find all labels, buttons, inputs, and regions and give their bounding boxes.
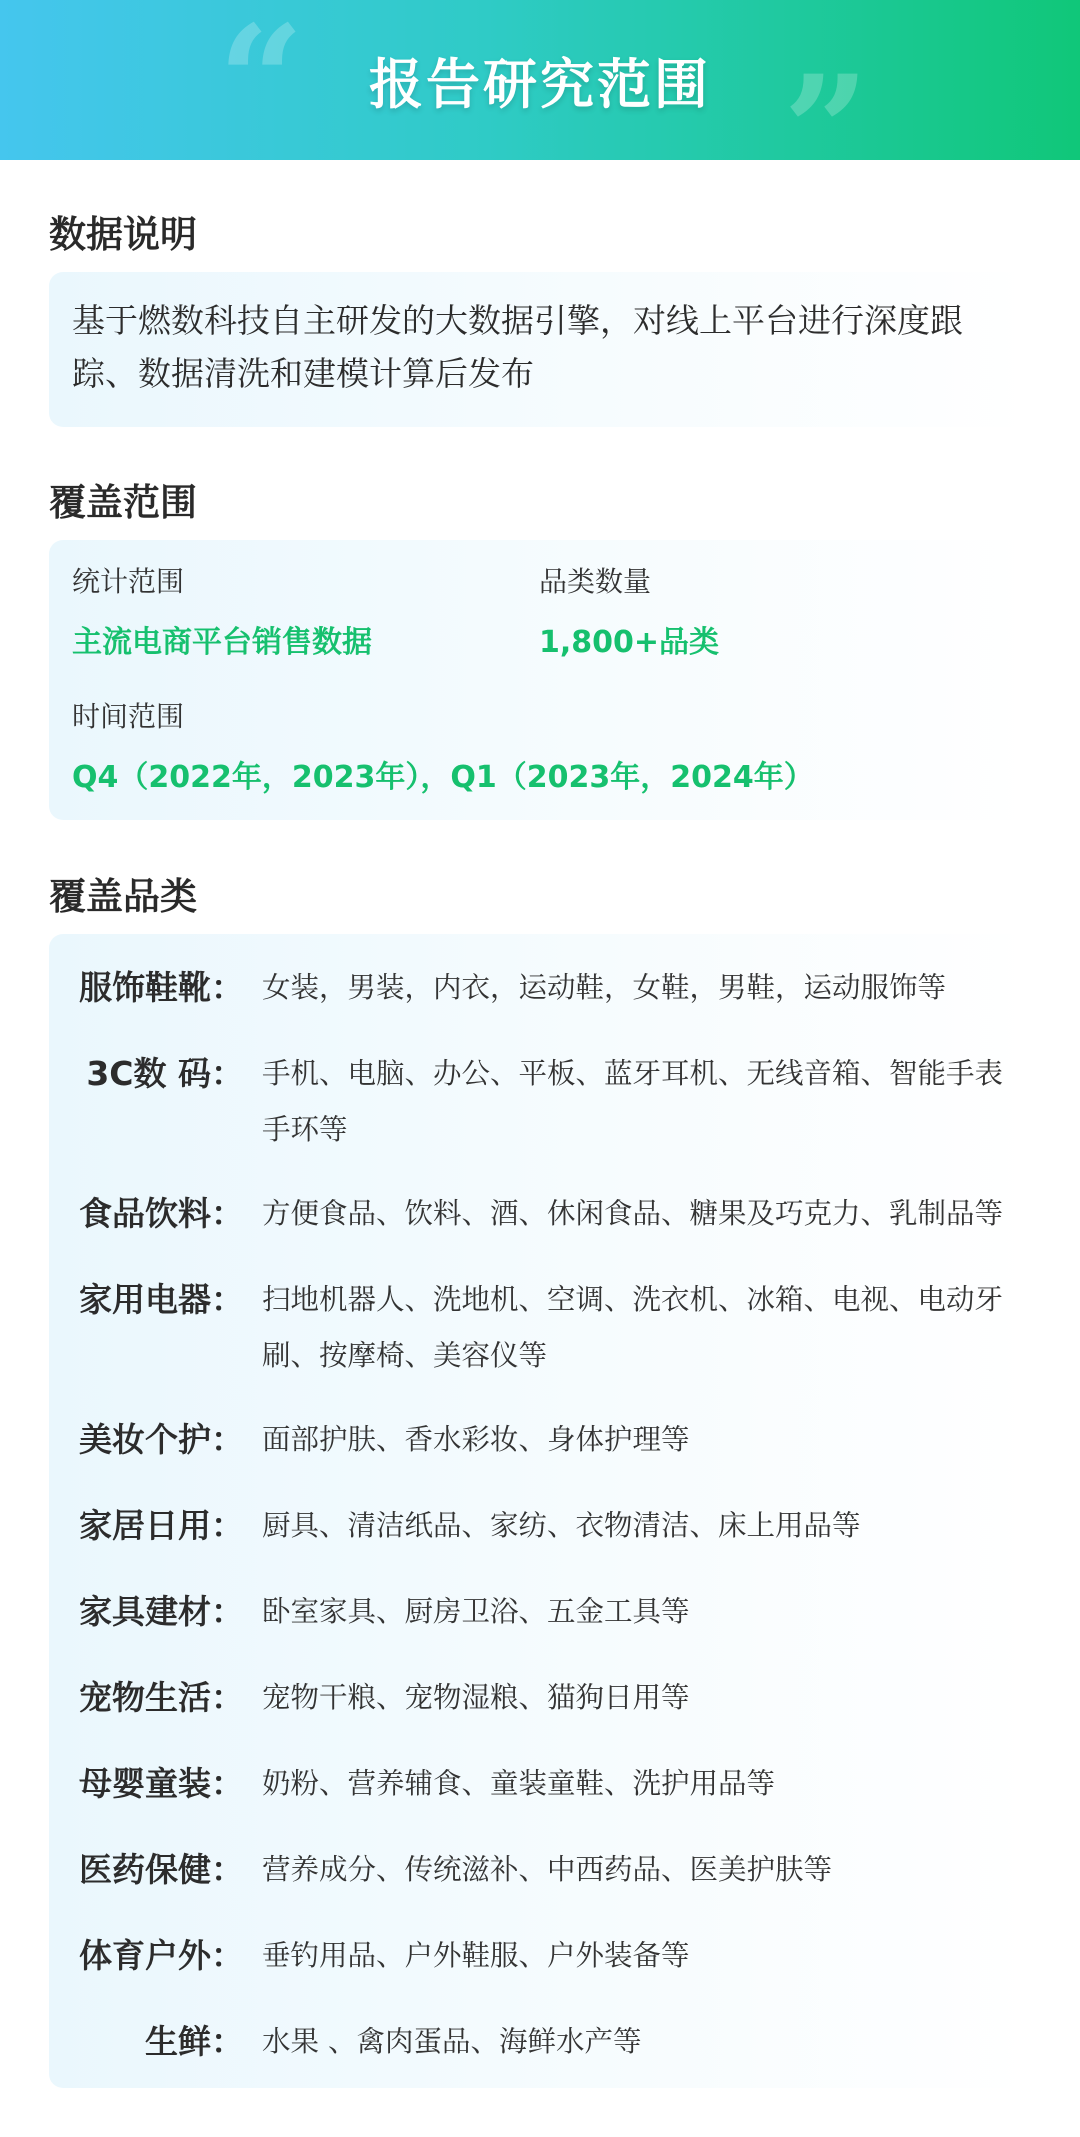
category-name: 体育户外： bbox=[79, 1936, 244, 1975]
close-quote-icon: ” bbox=[783, 43, 870, 160]
data-desc-title: 数据说明 bbox=[49, 213, 197, 256]
data-desc-text: 基于燃数科技自主研发的大数据引擎，对线上平台进行深度跟踪、数据清洗和建模计算后发布 bbox=[72, 301, 963, 393]
category-items: 奶粉、营养辅食、童装童鞋、洗护用品等 bbox=[262, 1767, 776, 1800]
data-desc-card bbox=[49, 272, 1029, 427]
page-title: 报告研究范围 bbox=[369, 53, 711, 116]
categories-card bbox=[49, 934, 1029, 2088]
header-banner bbox=[0, 0, 1080, 160]
category-items: 方便食品、饮料、酒、休闲食品、糖果及巧克力、乳制品等 bbox=[262, 1197, 1004, 1230]
category-name: 食品饮料： bbox=[79, 1194, 244, 1233]
category-items: 宠物干粮、宠物湿粮、猫狗日用等 bbox=[262, 1681, 690, 1714]
category-items: 卧室家具、厨房卫浴、五金工具等 bbox=[262, 1595, 690, 1628]
coverage-card bbox=[49, 540, 1029, 820]
category-items: 手机、电脑、办公、平板、蓝牙耳机、无线音箱、智能手表手环等 bbox=[262, 1057, 1004, 1146]
category-items: 厨具、清洁纸品、家纺、衣物清洁、床上用品等 bbox=[262, 1509, 861, 1542]
category-items: 面部护肤、香水彩妆、身体护理等 bbox=[262, 1423, 690, 1456]
category-name: 服饰鞋靴： bbox=[79, 968, 244, 1007]
category-count-value: 1,800+品类 bbox=[539, 625, 720, 660]
category-name: 美妆个护： bbox=[79, 1420, 244, 1459]
category-items: 垂钓用品、户外鞋服、户外装备等 bbox=[262, 1939, 690, 1972]
category-items: 营养成分、传统滋补、中西药品、医美护肤等 bbox=[262, 1853, 833, 1886]
category-name: 宠物生活： bbox=[79, 1678, 244, 1717]
time-range-value: Q4（2022年，2023年），Q1（2023年，2024年） bbox=[72, 760, 814, 795]
category-items: 女装，男装，内衣，运动鞋，女鞋，男鞋，运动服饰等 bbox=[262, 971, 947, 1004]
category-name: 家具建材： bbox=[79, 1592, 244, 1631]
stat-range-label: 统计范围 bbox=[72, 565, 185, 598]
categories-title: 覆盖品类 bbox=[49, 875, 197, 918]
category-name: 医药保健： bbox=[79, 1850, 244, 1889]
time-range-label: 时间范围 bbox=[72, 700, 185, 733]
category-name: 家用电器： bbox=[79, 1280, 244, 1319]
stat-range-value: 主流电商平台销售数据 bbox=[72, 625, 372, 660]
category-name: 生鲜： bbox=[145, 2022, 244, 2061]
category-name: 家居日用： bbox=[79, 1506, 244, 1545]
category-items: 扫地机器人、洗地机、空调、洗衣机、冰箱、电视、电动牙刷、按摩椅、美容仪等 bbox=[262, 1283, 1004, 1372]
category-items: 水果 、禽肉蛋品、海鲜水产等 bbox=[262, 2025, 642, 2058]
category-count-label: 品类数量 bbox=[539, 565, 652, 598]
category-name: 3C数 码： bbox=[86, 1054, 244, 1093]
category-name: 母婴童装： bbox=[79, 1764, 244, 1803]
open-quote-icon: “ bbox=[218, 0, 305, 160]
coverage-title: 覆盖范围 bbox=[49, 481, 197, 524]
